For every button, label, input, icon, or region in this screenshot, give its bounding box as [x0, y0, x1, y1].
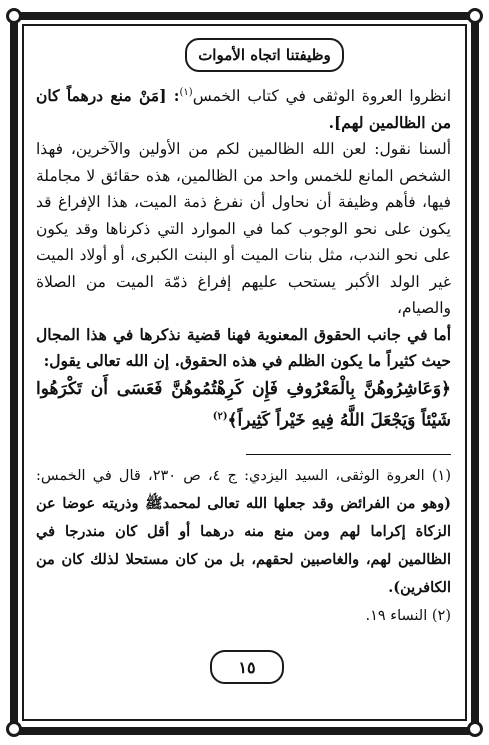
- footnote-1-quote: (وهو من الفرائض وقد جعلها الله تعالى لمحمدﷺ وذريته عوضا عن الزكاة إكراما لهم ومن منع منه درهما أو أقل كان مندرجا في الظالمين لهم، والغاصبين لحقهم، بل من كان مستحلا لذلك كان من الكافرين).: [36, 495, 451, 596]
- page-number: [210, 650, 284, 684]
- footnote-ref-2[interactable]: (٢): [212, 410, 228, 422]
- footnote-1: [36, 462, 451, 602]
- corner-knot-icon: [467, 721, 483, 737]
- corner-knot-icon: [6, 721, 22, 737]
- paragraph-2: ألسنا نقول: لعن الله الظالمين لكم من الأولين والآخرين، فهذا الشخص المانع للخمس واحد من الظالمين، هذه حقائق لا مجاملة فيها، فأهم وظيفة أن نحاول أن نفرغ ذمة الميت، هذا الإفراغ قد يكون على نحو الوجوب كما في الموارد التي ذكرناها وقد يكون على نحو الندب، مثل بنات الميت أو البنت الكبرى، أو أولاد الميت غير الولد الأكبر يستحب عليهم إفراغ ذمّة الميت من الصلاة والصيام،: [36, 140, 451, 318]
- running-header: [185, 38, 344, 72]
- page-number-text: ١٥: [238, 657, 256, 677]
- paragraph-3: أما في جانب الحقوق المعنوية فهنا قضية نذكرها في هذا المجال حيث كثيراً ما يكون الظلم في هذه الحقوق. إن الله تعالى يقول:: [36, 324, 451, 371]
- corner-knot-icon: [6, 8, 22, 24]
- quran-verse: [36, 375, 451, 435]
- main-text: [36, 80, 451, 434]
- corner-knot-icon: [467, 8, 483, 24]
- paragraph-1-quote: : [مَنْ منع درهماً كان من الظالمين لهم].: [36, 86, 451, 132]
- footnote-separator: [246, 454, 451, 455]
- paragraph-1-text: انظروا العروة الوثقى في كتاب الخمس: [192, 87, 452, 106]
- footnote-1-source: (١) العروة الوثقى، السيد اليزدي: ج ٤، ص ٢٣٠، قال في الخمس:: [36, 468, 451, 484]
- footnotes: [36, 462, 451, 630]
- footnote-ref-1[interactable]: (١): [179, 87, 193, 98]
- header-title: وظيفتنا اتجاه الأموات: [198, 46, 331, 64]
- quran-verse-text: ﴿وَعَاشِرُوهُنَّ بِالْمَعْرُوفِ فَإِن كَرِهْتُمُوهُنَّ فَعَسَى أَن تَكْرَهُوا شَيْئاً وَيَجْعَلَ اللَّهُ فِيهِ خَيْراً كَثِيراً﴾: [36, 378, 451, 431]
- paragraph-1: [36, 80, 451, 136]
- footnote-2: (٢) النساء ١٩.: [365, 608, 451, 624]
